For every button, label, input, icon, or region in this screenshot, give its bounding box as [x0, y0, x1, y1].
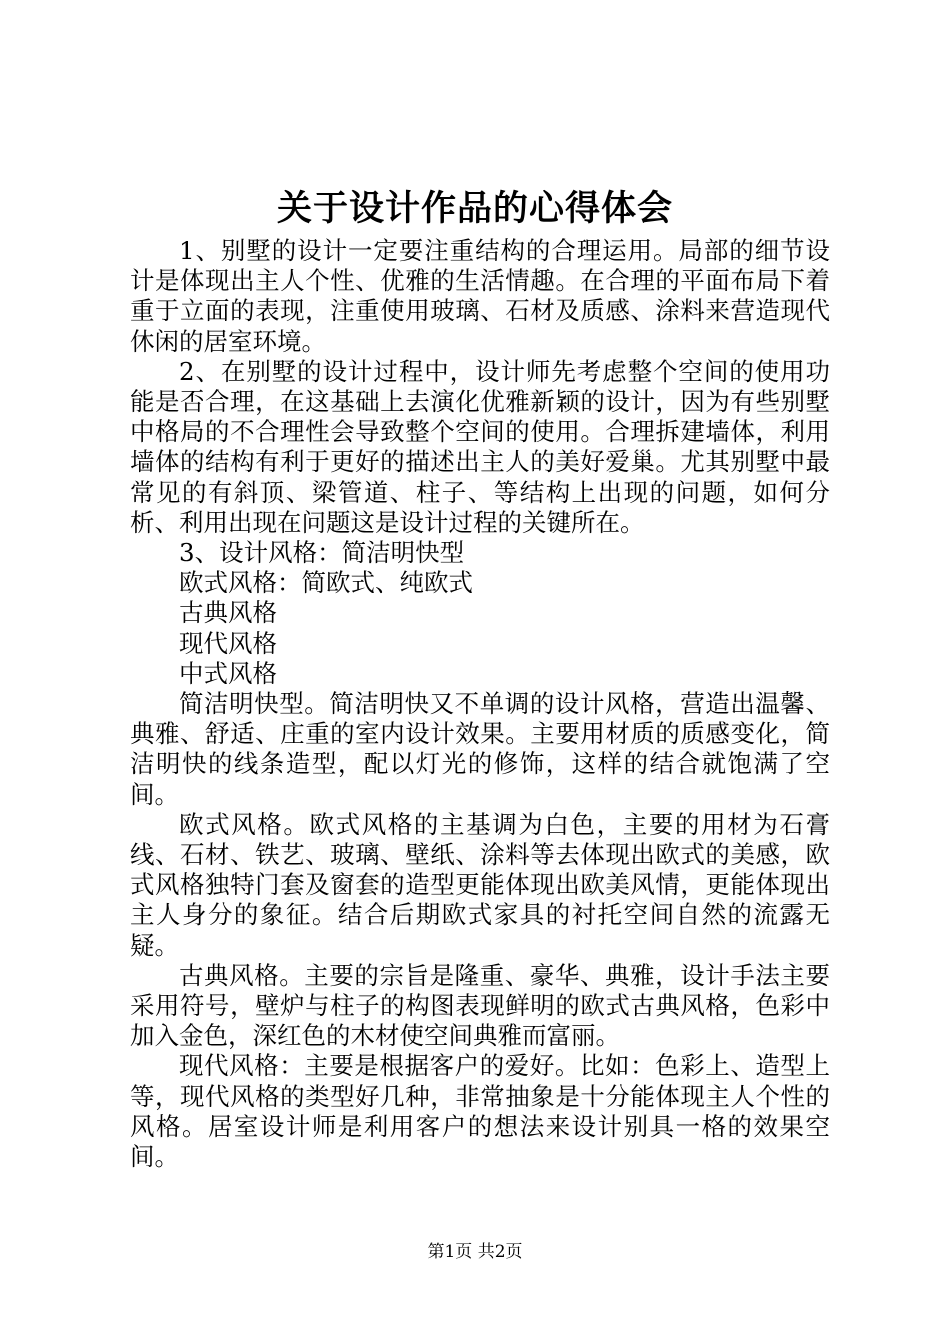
paragraph-modern-style: 现代风格：主要是根据客户的爱好。比如：色彩上、造型上等，现代风格的类型好几种，非常抽象是十分能体现主人个性的风格。居室设计师是利用客户的想法来设计别具一格的效果空间。 — [130, 1051, 830, 1172]
paragraph-european-style: 欧式风格。欧式风格的主基调为白色，主要的用材为石膏线、石材、铁艺、玻璃、壁纸、涂料等去体现出欧式的美感，欧式风格独特门套及窗套的造型更能体现出欧美风情，更能体现出主人身分的象征。结合后期欧式家具的衬托空间自然的流露无疑。 — [130, 809, 830, 960]
paragraph-classical-style: 古典风格。主要的宗旨是隆重、豪华、典雅，设计手法主要采用符号，壁炉与柱子的构图表现鲜明的欧式古典风格，色彩中加入金色，深红色的木材使空间典雅而富丽。 — [130, 960, 830, 1051]
paragraph-1: 1、别墅的设计一定要注重结构的合理运用。局部的细节设计是体现出主人个性、优雅的生活情趣。在合理的平面布局下着重于立面的表现，注重使用玻璃、石材及质感、涂料来营造现代休闲的居室环境。 — [130, 236, 830, 356]
style-item-chinese: 中式风格 — [179, 658, 277, 688]
style-item-modern: 现代风格 — [179, 628, 277, 658]
paragraph-2: 2、在别墅的设计过程中，设计师先考虑整个空间的使用功能是否合理，在这基础上去演化优雅新颖的设计，因为有些别墅中格局的不合理性会导致整个空间的使用。合理拆建墙体，利用墙体的结构有利于更好的描述出主人的美好爱巢。尤其别墅中最常见的有斜顶、梁管道、柱子、等结构上出现的问题，如何分析、利用出现在问题这是设计过程的关键所在。 — [130, 356, 830, 537]
design-style-heading: 3、设计风格：简洁明快型 — [179, 538, 465, 568]
style-item-classical: 古典风格 — [179, 598, 277, 628]
paragraph-simple-style: 简洁明快型。简洁明快又不单调的设计风格，营造出温馨、典雅、舒适、庄重的室内设计效果。主要用材质的质感变化，简洁明快的线条造型，配以灯光的修饰，这样的结合就饱满了空间。 — [130, 689, 830, 809]
style-item-european: 欧式风格：简欧式、纯欧式 — [179, 568, 473, 598]
document-title: 关于设计作品的心得体会 — [276, 188, 673, 229]
document-body — [130, 236, 830, 1172]
page-footer: 第1页 共2页 — [427, 1242, 523, 1262]
